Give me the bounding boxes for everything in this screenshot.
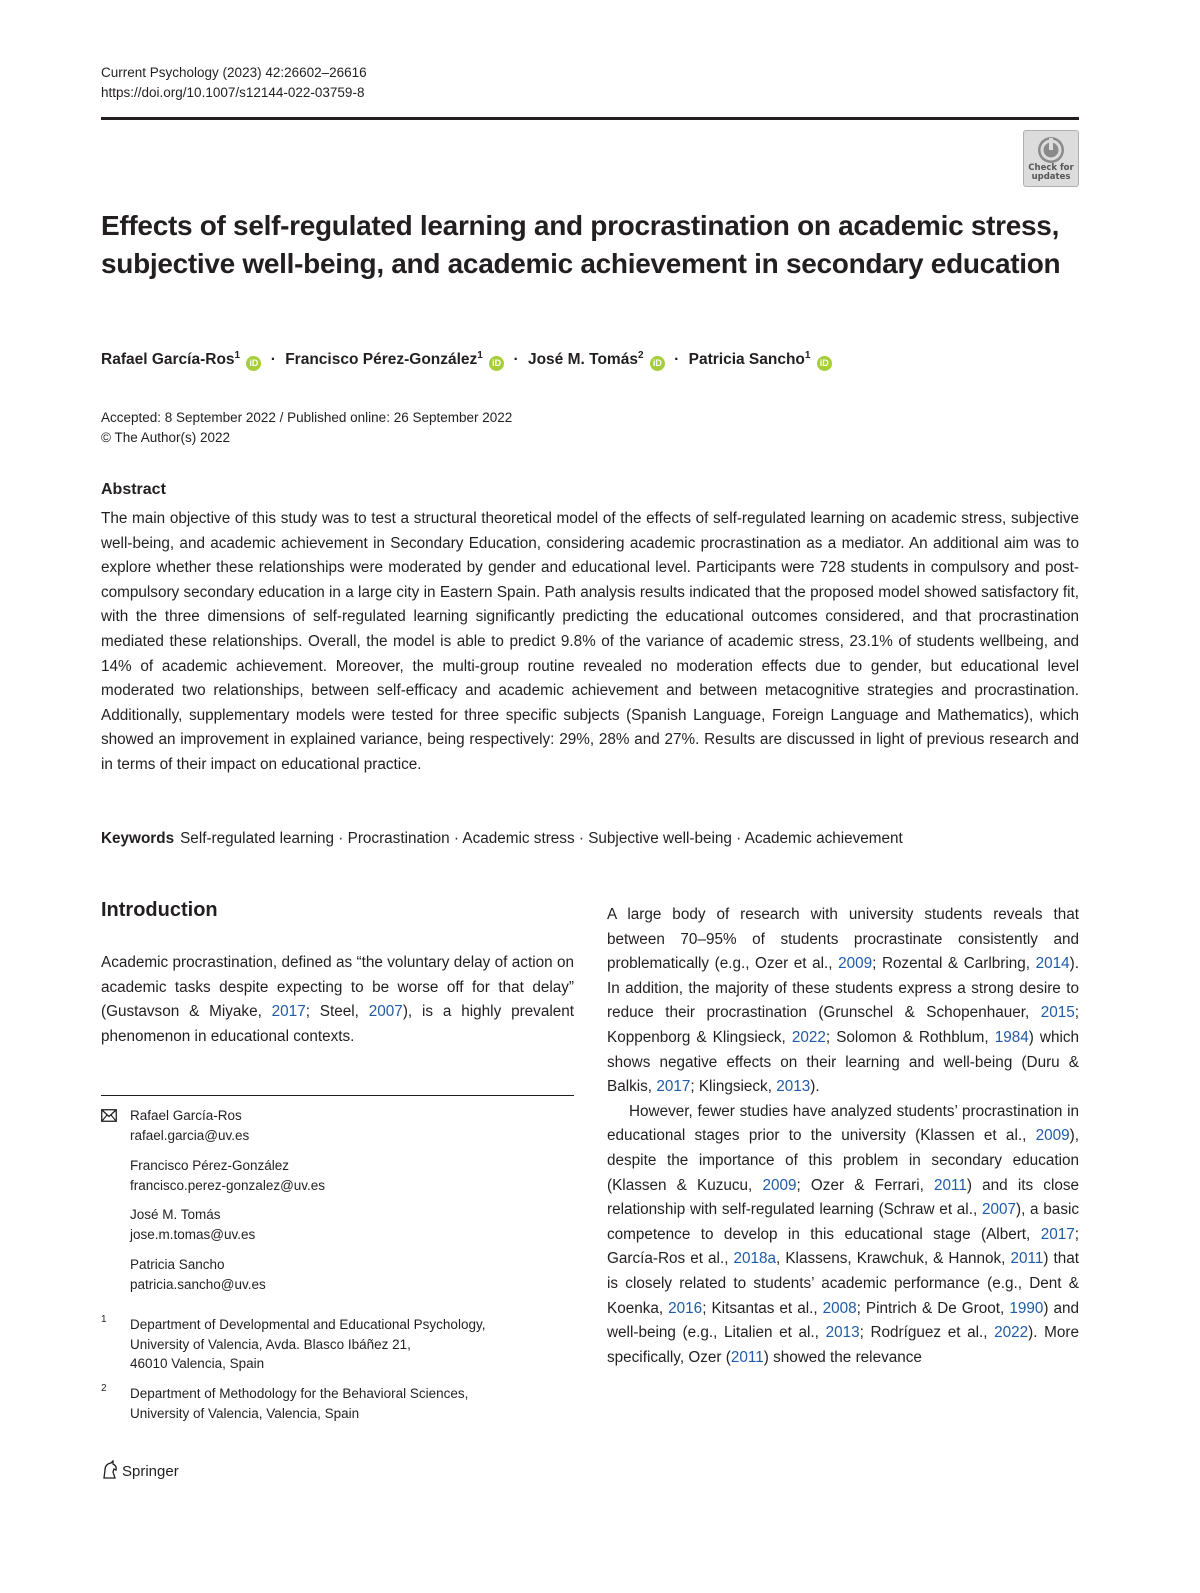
contact-email[interactable]: patricia.sancho@uv.es <box>130 1276 266 1292</box>
corresponding-author <box>130 1106 249 1145</box>
article-title: Effects of self-regulated learning and procrastination on academic stress, subjective well-being, and academic achievement in secondary education <box>101 210 1061 279</box>
citation-link[interactable]: 2016 <box>668 1299 703 1317</box>
author-name[interactable]: José M. Tomás <box>527 351 638 369</box>
orcid-icon[interactable]: iD <box>489 356 504 371</box>
coauthor-contact <box>130 1205 255 1244</box>
section-heading-introduction: Introduction <box>101 899 218 921</box>
coauthor-contact <box>130 1156 325 1195</box>
citation-link[interactable]: 2017 <box>271 1003 306 1021</box>
affiliation-marker: 1 <box>804 350 811 361</box>
keywords-list: Self-regulated learning · Procrastination · Academic stress · Subjective well-being · Academic achievement <box>180 830 903 847</box>
paragraph: However, fewer studies have analyzed students’ procrastination in educational stages prior to the university (Klassen et al., 2009), despite the importance of this problem in secondary education (Klassen & Kuzucu, 2009; Ozer & Ferrari, 2011) and its close relationship with self-regulated learning (Schraw et al., 2007), a basic competence to develop in this educational stage (Albert, 2017; García-Ros et al., 2018a, Klassens, Krawchuk, & Hannok, 2011) that is closely related to students’ academic performance (e.g., Dent & Koenka, 2016; Kitsantas et al., 2008; Pintrich & De Groot, 1990) and well-being (e.g., Litalien et al., 2013; Rodríguez et al., 2022). More specifically, Ozer (2011) showed the relevance <box>607 1102 1080 1366</box>
contact-name: Francisco Pérez-González <box>130 1158 290 1173</box>
contact-name: José M. Tomás <box>130 1207 221 1222</box>
journal-citation: Current Psychology (2023) 42:26602–26616 <box>101 65 367 80</box>
citation-link[interactable]: 1990 <box>1009 1299 1044 1317</box>
abstract-text: The main objective of this study was to test a structural theoretical model of the effects of self-regulated learning on academic stress, subjective well-being, and academic achievement in Secondary Education, considering academic procrastination as a mediator. An additional aim was to explore whether these relationships were moderated by gender and educational level. Participants were 728 students in compulsory and post-compulsory secondary education in a large city in Eastern Spain. Path analysis results indicated that the proposed model showed satisfactory fit, with the three dimensions of self-regulated learning significantly predicting the educational outcomes considered, and that procrastination mediated these relationships. Overall, the model is able to predict 9.8% of the variance of academic stress, 23.1% of students wellbeing, and 14% of academic achievement. Moreover, the multi-group routine revealed no moderation effects due to gender, but educational level moderated two relationships, between self-efficacy and academic achievement and between metacognitive strategies and procrastination. Additionally, supplementary models were tested for three specific subjects (Spanish Language, Foreign Language and Mathematics), which showed an improvement in explained variance, being respectively: 29%, 28% and 27%. Results are discussed in light of previous research and in terms of their impact on educational practice. <box>101 510 1079 773</box>
citation-link[interactable]: 2009 <box>762 1176 797 1194</box>
contact-email[interactable]: rafael.garcia@uv.es <box>130 1127 250 1143</box>
contact-name: Patricia Sancho <box>130 1257 225 1272</box>
citation-link[interactable]: 2011 <box>730 1348 764 1366</box>
citation-link[interactable]: 2009 <box>1035 1127 1070 1145</box>
citation-link[interactable]: 2018a <box>733 1250 777 1268</box>
abstract-heading: Abstract <box>101 481 166 498</box>
citation-link[interactable]: 2022 <box>994 1324 1029 1342</box>
author-separator: · <box>270 351 276 369</box>
citation-link[interactable]: 2014 <box>1035 955 1070 973</box>
intro-paragraph: Academic procrastination, defined as “the voluntary delay of action on academic tasks despite expecting to be worse off for that delay” (Gustavson & Miyake, 2017; Steel, 2007), is a highly prevalent phenomenon in educational contexts. <box>101 954 575 1045</box>
citation-link[interactable]: 2011 <box>934 1176 967 1194</box>
orcid-icon[interactable]: iD <box>650 356 665 371</box>
citation-link[interactable]: 2007 <box>981 1201 1016 1219</box>
author-name[interactable]: Francisco Pérez-González <box>285 351 478 369</box>
author-name[interactable]: Rafael García-Ros <box>101 351 235 369</box>
publication-dates: Accepted: 8 September 2022 / Published online: 26 September 2022 <box>101 410 513 425</box>
envelope-icon <box>101 1109 117 1122</box>
affiliation-marker: 1 <box>477 350 483 361</box>
citation-link[interactable]: 2017 <box>1040 1225 1075 1243</box>
citation-link[interactable]: 2022 <box>791 1028 826 1046</box>
paragraph: A large body of research with university students reveals that between 70–95% of students procrastinate consistently and problematically (e.g., Ozer et al., 2009; Rozental & Carlbring, 2014). In addition, the majority of these students express a strong desire to reduce their procrastination (Grunschel & Schopenhauer, 2015; Koppenborg & Klingsieck, 2022; Solomon & Rothblum, 1984) which shows negative effects on their learning and well-being (Duru & Balkis, 2017; Klingsieck, 2013). <box>607 906 1079 1096</box>
author-separator: · <box>674 351 680 369</box>
keywords <box>101 827 1079 851</box>
affiliation-marker: 2 <box>637 350 644 361</box>
orcid-icon[interactable]: iD <box>246 356 261 371</box>
citation-link[interactable]: 2013 <box>776 1078 811 1096</box>
author-separator: · <box>513 351 519 369</box>
footnote-rule <box>101 1095 574 1096</box>
citation-link[interactable]: 2017 <box>656 1078 691 1096</box>
header-rule <box>101 117 1079 120</box>
citation-link[interactable]: 2013 <box>825 1324 860 1342</box>
check-updates-icon <box>1037 136 1065 164</box>
orcid-icon[interactable]: iD <box>817 356 832 371</box>
affiliation: Department of Developmental and Educational Psychology, University of Valencia, Avda. Blasco Ibáñez 21, 46010 Valencia, Spain <box>130 1317 486 1371</box>
coauthor-contact <box>130 1255 266 1294</box>
affiliation-number: 1 <box>101 1314 107 1325</box>
copyright-notice: © The Author(s) 2022 <box>101 430 231 445</box>
keywords-label: Keywords <box>101 830 175 847</box>
contact-name: Rafael García-Ros <box>130 1108 242 1123</box>
author-name[interactable]: Patricia Sancho <box>688 351 805 369</box>
contact-email[interactable]: francisco.perez-gonzalez@uv.es <box>130 1177 326 1193</box>
contact-email[interactable]: jose.m.tomas@uv.es <box>130 1226 256 1242</box>
affiliation: Department of Methodology for the Behavioral Sciences, University of Valencia, Valencia, Spain <box>130 1386 469 1421</box>
author-list <box>101 344 1061 372</box>
doi-link[interactable]: https://doi.org/10.1007/s12144-022-03759-8 <box>101 85 365 100</box>
citation-link[interactable]: 2007 <box>368 1003 403 1021</box>
affiliation-marker: 1 <box>234 350 241 361</box>
springer-horse-icon <box>101 1460 119 1480</box>
check-for-updates-badge[interactable] <box>1023 130 1079 187</box>
citation-link[interactable]: 1984 <box>994 1028 1029 1046</box>
publisher-logo <box>101 1460 179 1483</box>
citation-link[interactable]: 2011 <box>1010 1250 1044 1268</box>
right-column-text <box>607 903 1079 1370</box>
publisher-name: Springer <box>122 1463 179 1480</box>
citation-link[interactable]: 2015 <box>1040 1004 1075 1022</box>
affiliation-number: 2 <box>101 1383 107 1394</box>
citation-link[interactable]: 2009 <box>838 955 873 973</box>
citation-link[interactable]: 2008 <box>822 1299 857 1317</box>
check-updates-label: Check for updates <box>1028 163 1074 182</box>
